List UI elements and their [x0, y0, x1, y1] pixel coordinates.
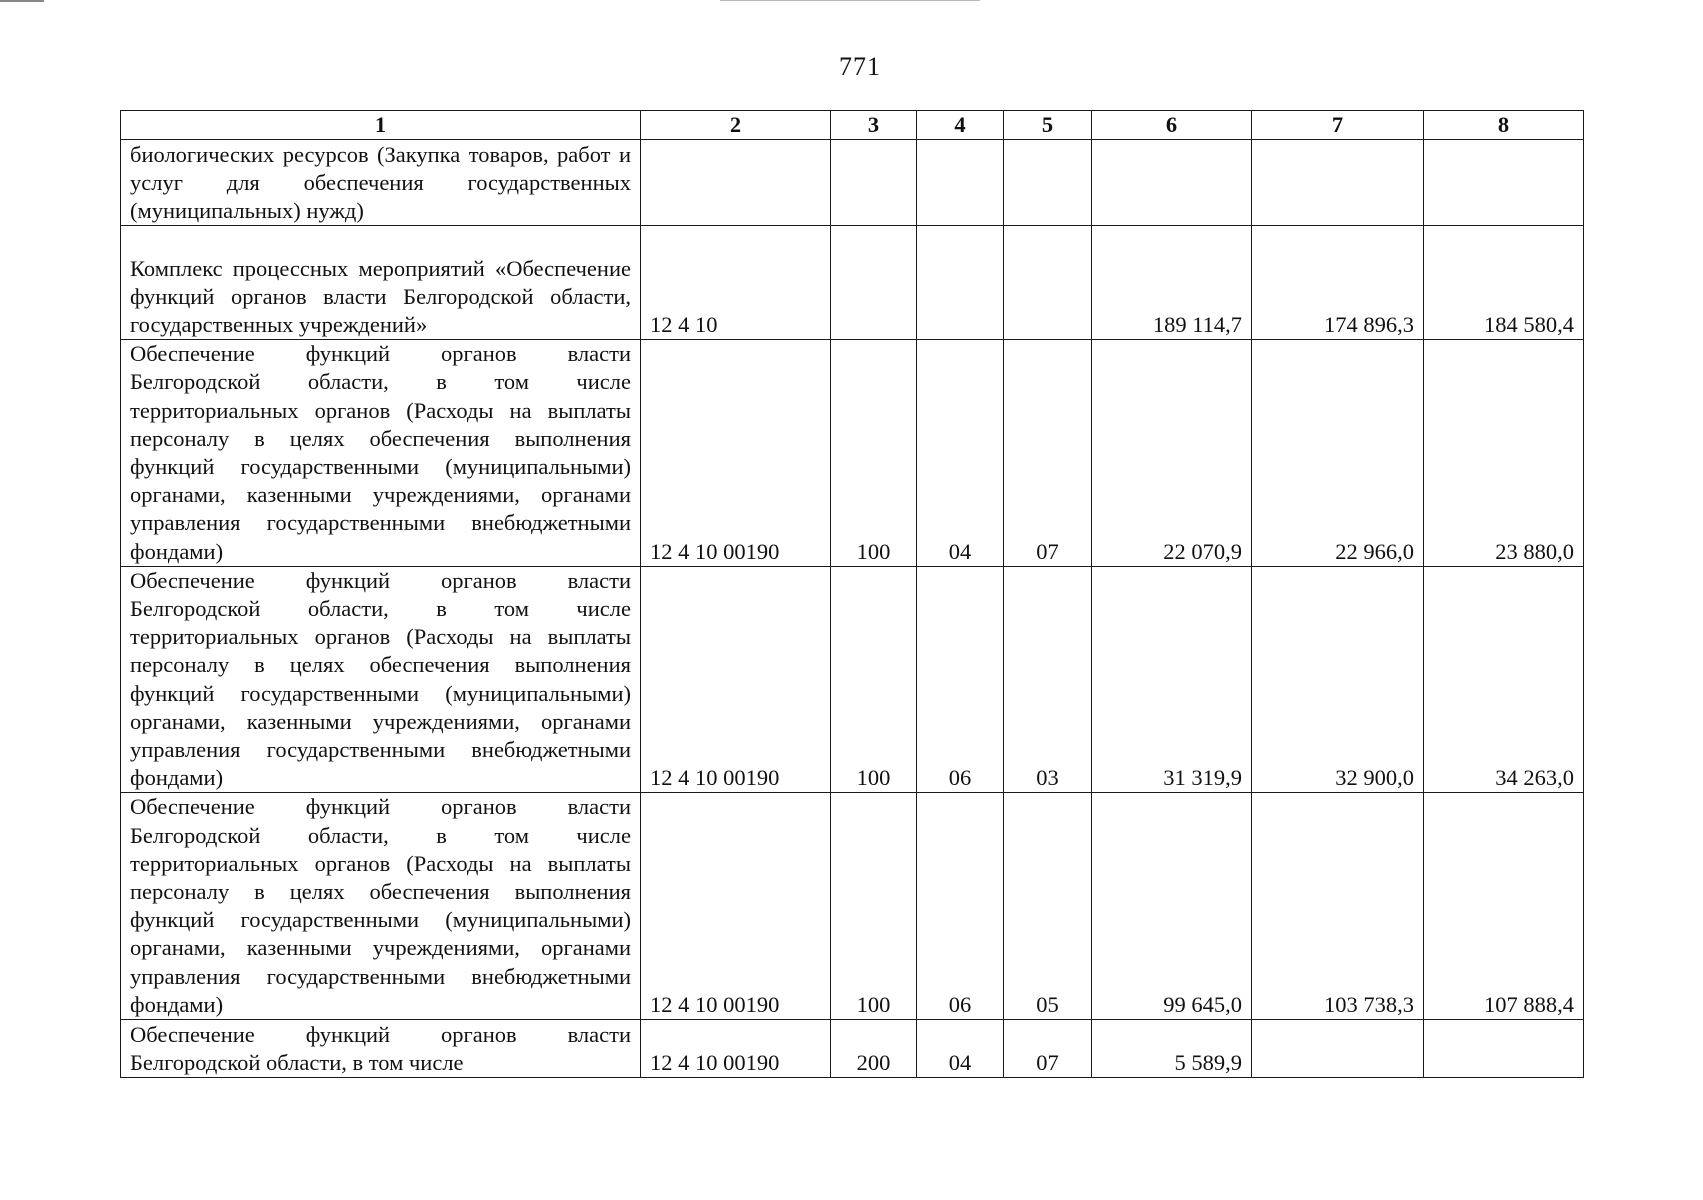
amount-col7: 174 896,3 — [1252, 226, 1424, 340]
amount-col8 — [1424, 140, 1584, 226]
amount-col8: 184 580,4 — [1424, 226, 1584, 340]
table-row — [121, 140, 1584, 226]
row-description: Обеспечение функций органов власти Белгородской области, в том числе территориальных органов (Расходы на выплаты персоналу в целях обеспечения выполнения функций государственными (муниципальными) органами, казенными учреждениями, органами управления государственными внебюджетными фондами) — [121, 793, 641, 1020]
header-row — [121, 111, 1584, 140]
column-header: 2 — [641, 111, 831, 140]
column-header: 5 — [1004, 111, 1092, 140]
column-header: 7 — [1252, 111, 1424, 140]
amount-col6: 31 319,9 — [1092, 566, 1252, 793]
subsection — [1004, 226, 1092, 340]
row-description: Обеспечение функций органов власти Белгородской области, в том числе — [121, 1020, 641, 1078]
subsection: 05 — [1004, 793, 1092, 1020]
target-article-code: 12 4 10 00190 — [641, 1020, 831, 1078]
column-header: 6 — [1092, 111, 1252, 140]
scan-edge-mark — [720, 0, 980, 1]
expense-type: 100 — [831, 793, 917, 1020]
amount-col6: 22 070,9 — [1092, 340, 1252, 567]
amount-col8 — [1424, 1020, 1584, 1078]
amount-col7: 103 738,3 — [1252, 793, 1424, 1020]
subsection: 07 — [1004, 340, 1092, 567]
target-article-code: 12 4 10 00190 — [641, 793, 831, 1020]
expense-type: 100 — [831, 566, 917, 793]
column-header: 4 — [917, 111, 1004, 140]
subsection: 03 — [1004, 566, 1092, 793]
target-article-code: 12 4 10 00190 — [641, 340, 831, 567]
table-row — [121, 340, 1584, 567]
amount-col6 — [1092, 140, 1252, 226]
page-number: 771 — [839, 52, 881, 81]
amount-col7 — [1252, 140, 1424, 226]
amount-col7 — [1252, 1020, 1424, 1078]
amount-col8: 107 888,4 — [1424, 793, 1584, 1020]
expense-type: 100 — [831, 340, 917, 567]
section: 04 — [917, 1020, 1004, 1078]
budget-table — [120, 110, 1584, 1078]
target-article-code — [641, 140, 831, 226]
scan-edge-mark — [0, 0, 44, 2]
section — [917, 226, 1004, 340]
column-header: 1 — [121, 111, 641, 140]
amount-col8: 34 263,0 — [1424, 566, 1584, 793]
row-description: Обеспечение функций органов власти Белгородской области, в том числе территориальных органов (Расходы на выплаты персоналу в целях обеспечения выполнения функций государственными (муниципальными) органами, казенными учреждениями, органами управления государственными внебюджетными фондами) — [121, 340, 641, 567]
table-row — [121, 566, 1584, 793]
expense-type — [831, 226, 917, 340]
section — [917, 140, 1004, 226]
amount-col8: 23 880,0 — [1424, 340, 1584, 567]
target-article-code: 12 4 10 — [641, 226, 831, 340]
amount-col6: 189 114,7 — [1092, 226, 1252, 340]
amount-col7: 22 966,0 — [1252, 340, 1424, 567]
amount-col6: 99 645,0 — [1092, 793, 1252, 1020]
target-article-code: 12 4 10 00190 — [641, 566, 831, 793]
section: 06 — [917, 793, 1004, 1020]
section: 06 — [917, 566, 1004, 793]
amount-col7: 32 900,0 — [1252, 566, 1424, 793]
column-header: 3 — [831, 111, 917, 140]
column-header: 8 — [1424, 111, 1584, 140]
amount-col6: 5 589,9 — [1092, 1020, 1252, 1078]
table-row — [121, 1020, 1584, 1078]
row-description: Комплекс процессных мероприятий «Обеспечение функций органов власти Белгородской области, государственных учреждений» — [121, 226, 641, 340]
expense-type: 200 — [831, 1020, 917, 1078]
expense-type — [831, 140, 917, 226]
subsection: 07 — [1004, 1020, 1092, 1078]
table-row — [121, 226, 1584, 340]
section: 04 — [917, 340, 1004, 567]
row-description: биологических ресурсов (Закупка товаров, работ и услуг для обеспечения государственных (муниципальных) нужд) — [121, 140, 641, 226]
subsection — [1004, 140, 1092, 226]
row-description: Обеспечение функций органов власти Белгородской области, в том числе территориальных органов (Расходы на выплаты персоналу в целях обеспечения выполнения функций государственными (муниципальными) органами, казенными учреждениями, органами управления государственными внебюджетными фондами) — [121, 566, 641, 793]
table-row — [121, 793, 1584, 1020]
